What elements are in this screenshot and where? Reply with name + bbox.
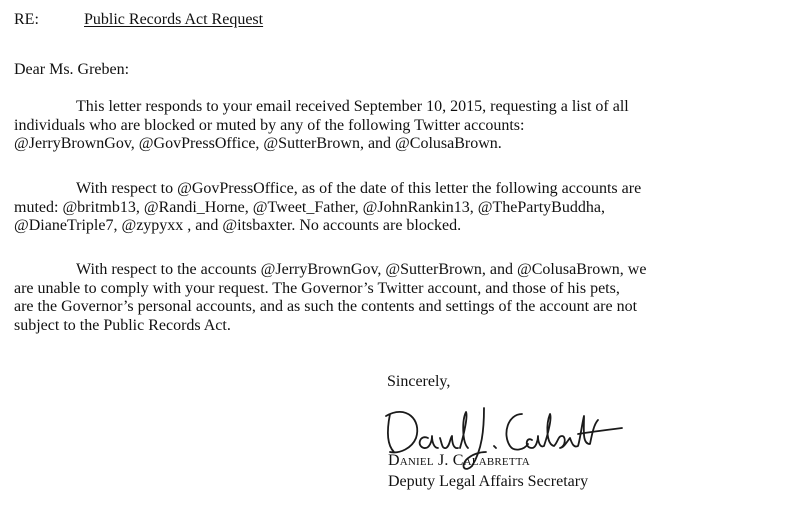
paragraph-line: individuals who are blocked or muted by any of the following Twitter accounts: (14, 116, 525, 134)
signer-title: Deputy Legal Affairs Secretary (388, 473, 589, 490)
subject-line: Public Records Act Request (84, 11, 264, 28)
paragraph-line: are unable to comply with your request. The Governor’s Twitter account, and those of his pets, (14, 279, 620, 297)
paragraph-line: With respect to @GovPressOffice, as of the date of this letter the following accounts are (76, 180, 642, 197)
re-label: RE: (14, 11, 39, 28)
paragraph-line: @DianeTriple7, @zypyxx , and @itsbaxter. No accounts are blocked. (14, 217, 462, 235)
paragraph-line: @JerryBrownGov, @GovPressOffice, @SutterBrown, and @ColusaBrown. (14, 135, 502, 153)
paragraph-line: With respect to the accounts @JerryBrownGov, @SutterBrown, and @ColusaBrown, we (76, 261, 647, 278)
paragraph-line: are the Governor’s personal accounts, and as such the contents and settings of the account are not (14, 298, 638, 316)
salutation: Dear Ms. Greben: (14, 61, 130, 78)
paragraph-request-summary (14, 99, 734, 155)
paragraph-line: subject to the Public Records Act. (14, 316, 231, 334)
paragraph-muted-accounts (14, 181, 734, 237)
closing: Sincerely, (387, 373, 451, 390)
paragraph-line: This letter responds to your email received September 10, 2015, requesting a list of all (76, 98, 629, 115)
paragraph-personal-accounts (14, 262, 734, 336)
signer-name: Daniel J. Calabretta (388, 452, 530, 469)
paragraph-line: muted: @britmb13, @Randi_Horne, @Tweet_Father, @JohnRankin13, @ThePartyBuddha, (14, 198, 605, 216)
